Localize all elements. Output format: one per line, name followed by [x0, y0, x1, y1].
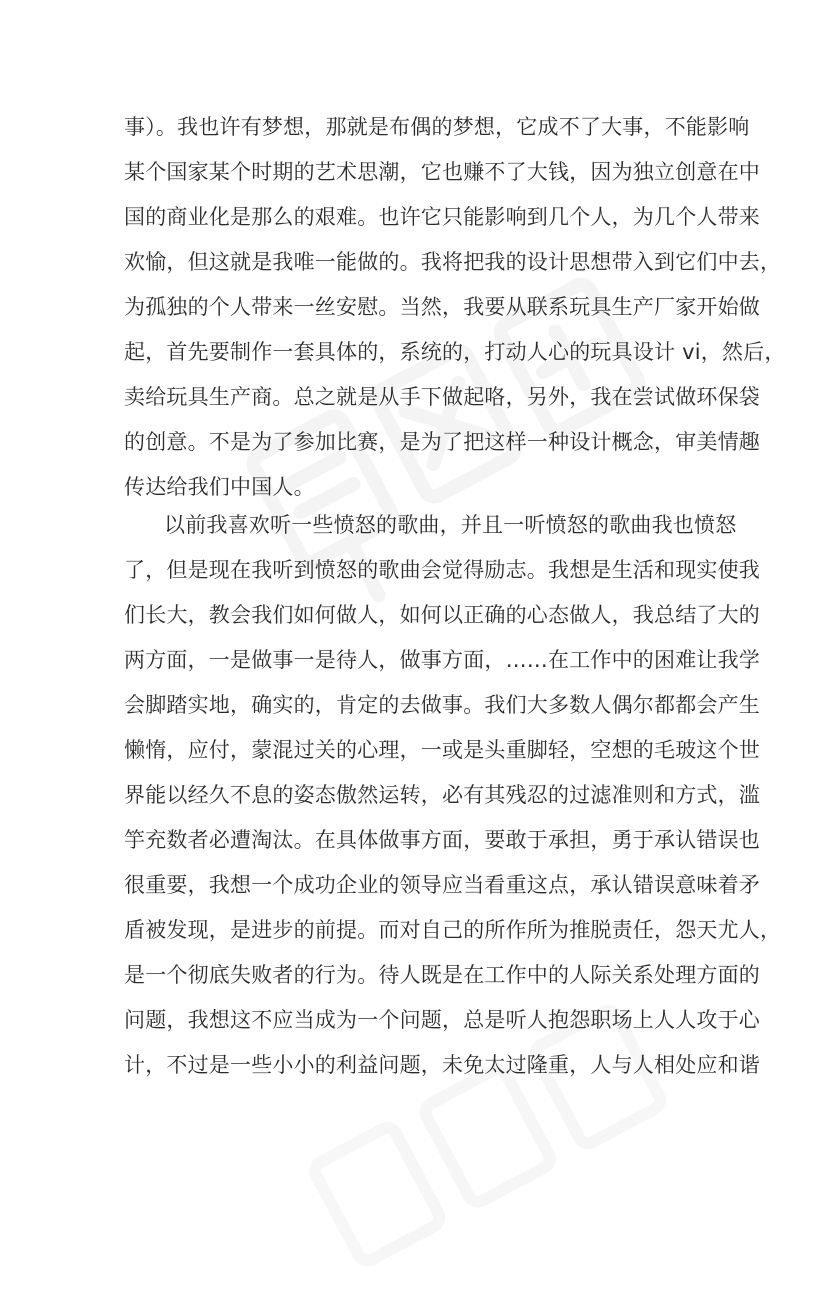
text-line: 事）。我也许有梦想，那就是布偶的梦想，它成不了大事，不能影响: [124, 115, 750, 139]
text-line: 很重要，我想一个成功企业的领导应当看重这点，承认错误意味着矛: [124, 873, 760, 897]
text-line: 盾被发现，是进步的前提。而对自己的所作所为推脱责任，怨天尤人，: [124, 918, 782, 942]
text-line: 欢愉，但这就是我唯一能做的。我将把我的设计思想带入到它们中去，: [124, 250, 782, 274]
text-line: 是一个彻底失败者的行为。待人既是在工作中的人际关系处理方面的: [124, 963, 760, 987]
text-line: 国的商业化是那么的艰难。也许它只能影响到几个人，为几个人带来: [124, 205, 760, 229]
text-line: 起，首先要制作一套具体的，系统的，打动人心的玩具设计 vi，然后，: [124, 340, 786, 364]
text-line: 卖给玩具生产商。总之就是从手下做起咯，另外，我在尝试做环保袋: [124, 385, 760, 409]
text-line: 竽充数者必遭淘汰。在具体做事方面，要敢于承担，勇于承认错误也: [124, 828, 760, 852]
text-line: 会脚踏实地，确实的，肯定的去做事。我们大多数人偶尔都都会产生: [124, 693, 760, 717]
text-line: 为孤独的个人带来一丝安慰。当然，我要从联系玩具生产厂家开始做: [124, 295, 760, 319]
text-line: 了，但是现在我听到愤怒的歌曲会觉得励志。我想是生活和现实使我: [124, 558, 760, 582]
text-line: 以前我喜欢听一些愤怒的歌曲，并且一听愤怒的歌曲我也愤怒: [164, 513, 737, 537]
text-line: 两方面，一是做事一是待人，做事方面，……在工作中的困难让我学: [124, 648, 760, 672]
text-line: 某个国家某个时期的艺术思潮，它也赚不了大钱，因为独立创意在中: [124, 160, 760, 184]
text-line: 计，不过是一些小小的利益问题，未免太过隆重，人与人相处应和谐: [124, 1053, 760, 1077]
text-line: 懒惰，应付，蒙混过关的心理，一或是头重脚轻，空想的毛玻这个世: [124, 738, 760, 762]
text-line: 问题，我想这不应当成为一个问题，总是听人抱怨职场上人人攻于心: [124, 1008, 760, 1032]
text-line: 界能以经久不息的姿态傲然运转，必有其残忍的过滤准则和方式，滥: [124, 783, 760, 807]
text-line: 传达给我们中国人。: [124, 475, 315, 499]
text-line: 的创意。不是为了参加比赛，是为了把这样一种设计概念，审美情趣: [124, 430, 760, 454]
text-line: 们长大，教会我们如何做人，如何以正确的心态做人，我总结了大的: [124, 603, 760, 627]
